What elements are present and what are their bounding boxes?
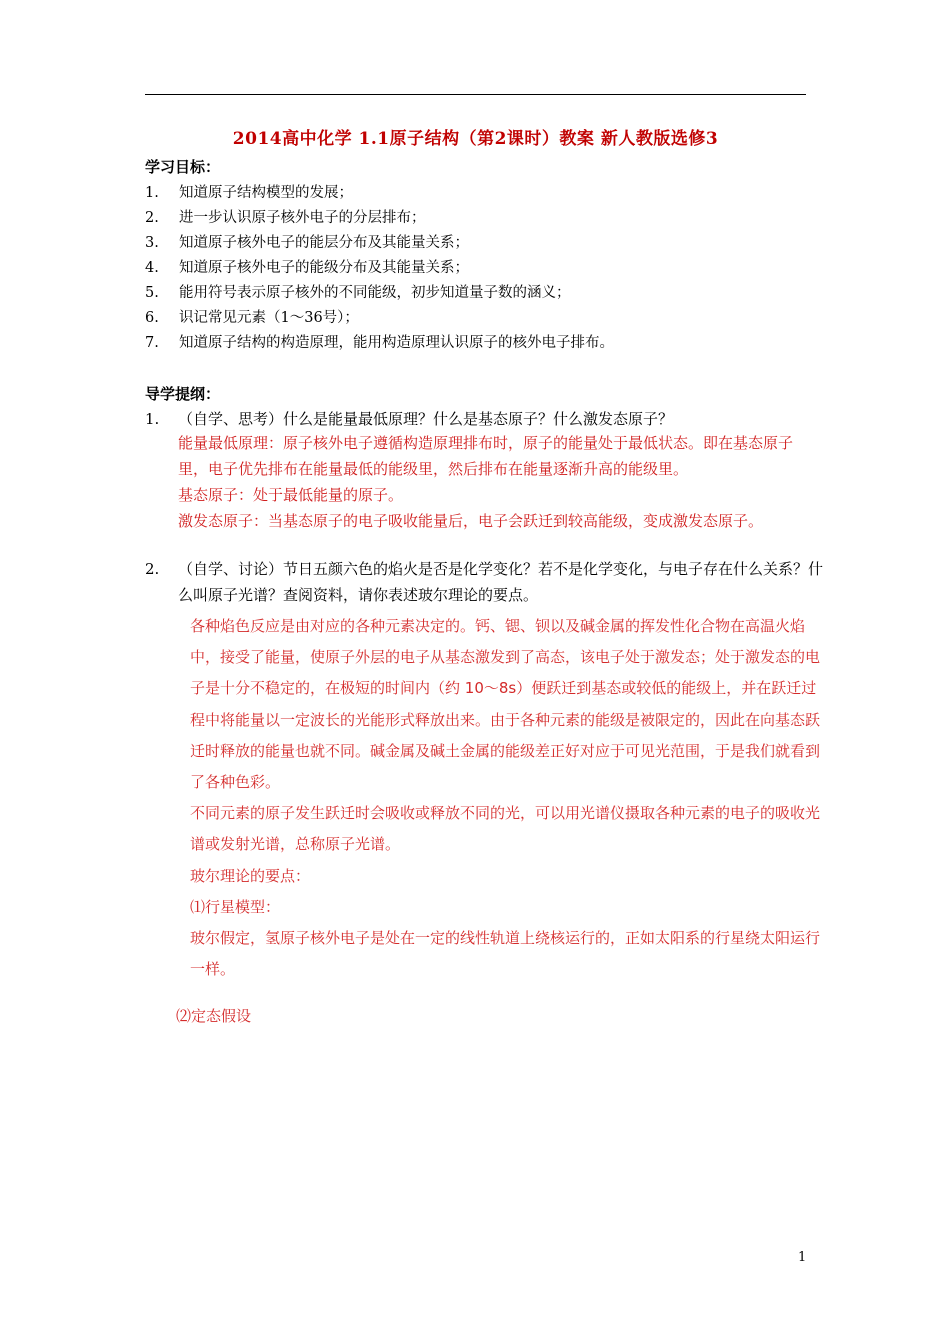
answer-paragraph: 激发态原子：当基态原子的电子吸收能量后，电子会跃迁到较高能级，变成激发态原子。 — [178, 512, 764, 530]
objective-item: 1. 知道原子结构模型的发展； — [145, 185, 353, 201]
question-text: （自学、思考）什么是能量最低原理？什么是基态原子？什么激发态原子？ — [178, 410, 674, 428]
document-title: 2014高中化学 1.1原子结构（第2课时）教案 新人教版选修3 — [232, 129, 719, 149]
objective-item: 4. 知道原子核外电子的能级分布及其能量关系； — [145, 260, 469, 276]
objective-item: 2. 进一步认识原子核外电子的分层排布； — [145, 210, 426, 226]
question-text: （自学、讨论）节日五颜六色的焰火是否是化学变化？若不是化学变化，与电子存在什么关系？什么叫原子光谱？查阅资料，请你表述玻尔理论的要点。 — [178, 560, 824, 604]
question-2 — [145, 556, 825, 608]
objective-item: 3. 知道原子核外电子的能层分布及其能量关系； — [145, 235, 469, 251]
answer-paragraph: ⑴行星模型： — [190, 897, 281, 916]
answer-paragraph: 不同元素的原子发生跃迁时会吸收或释放不同的光，可以用光谱仪摄取各种元素的电子的吸收光谱或发射光谱，总称原子光谱。 — [190, 804, 821, 854]
answer-paragraph: 各种焰色反应是由对应的各种元素决定的。钙、锶、钡以及碱金属的挥发性化合物在高温火焰中，接受了能量，使原子外层的电子从基态激发到了高态，该电子处于激发态；处于激发态的电子是十分不稳定的，在极短的时间内（约 10～8s）便跃迁到基态或较低的能级上，并在跃迁过程中将能量以一定波长的光能形式释放出来。由于各种元素的能级是被限定的，因此在向基态跃迁时释放的能量也就不同。碱金属及碱土金属的能级差正好对应于可见光范围，于是我们就看到了各种色彩。 — [190, 617, 821, 792]
question-number: 2. — [145, 560, 160, 578]
answer-paragraph: 能量最低原理：原子核外电子遵循构造原理排布时，原子的能量处于最低状态。即在基态原子里，电子优先排布在能量最低的能级里，然后排布在能量逐渐升高的能级里。 — [178, 434, 794, 478]
answer-paragraph: 玻尔理论的要点： — [190, 866, 311, 885]
objective-item: 7. 知道原子结构的构造原理，能用构造原理认识原子的核外电子排布。 — [145, 335, 614, 351]
question-number: 1. — [145, 410, 160, 428]
objective-item: 6. 识记常见元素（1～36号）； — [145, 310, 359, 326]
header-rule — [145, 94, 806, 95]
question-1 — [145, 406, 825, 432]
objectives-heading: 学习目标： — [145, 158, 221, 176]
answer-paragraph: 基态原子：处于最低能量的原子。 — [178, 486, 404, 504]
objective-item: 5. 能用符号表示原子核外的不同能级，初步知道量子数的涵义； — [145, 285, 571, 301]
page-number: 1 — [798, 1250, 807, 1265]
answer-2 — [190, 611, 825, 985]
answer-1 — [178, 430, 818, 534]
answer-paragraph: 玻尔假定，氢原子核外电子是处在一定的线性轨道上绕核运行的，正如太阳系的行星绕太阳运行一样。 — [190, 929, 821, 979]
answer-tail: ⑵定态假设 — [176, 1007, 252, 1025]
outline-heading: 导学提纲： — [145, 385, 221, 403]
